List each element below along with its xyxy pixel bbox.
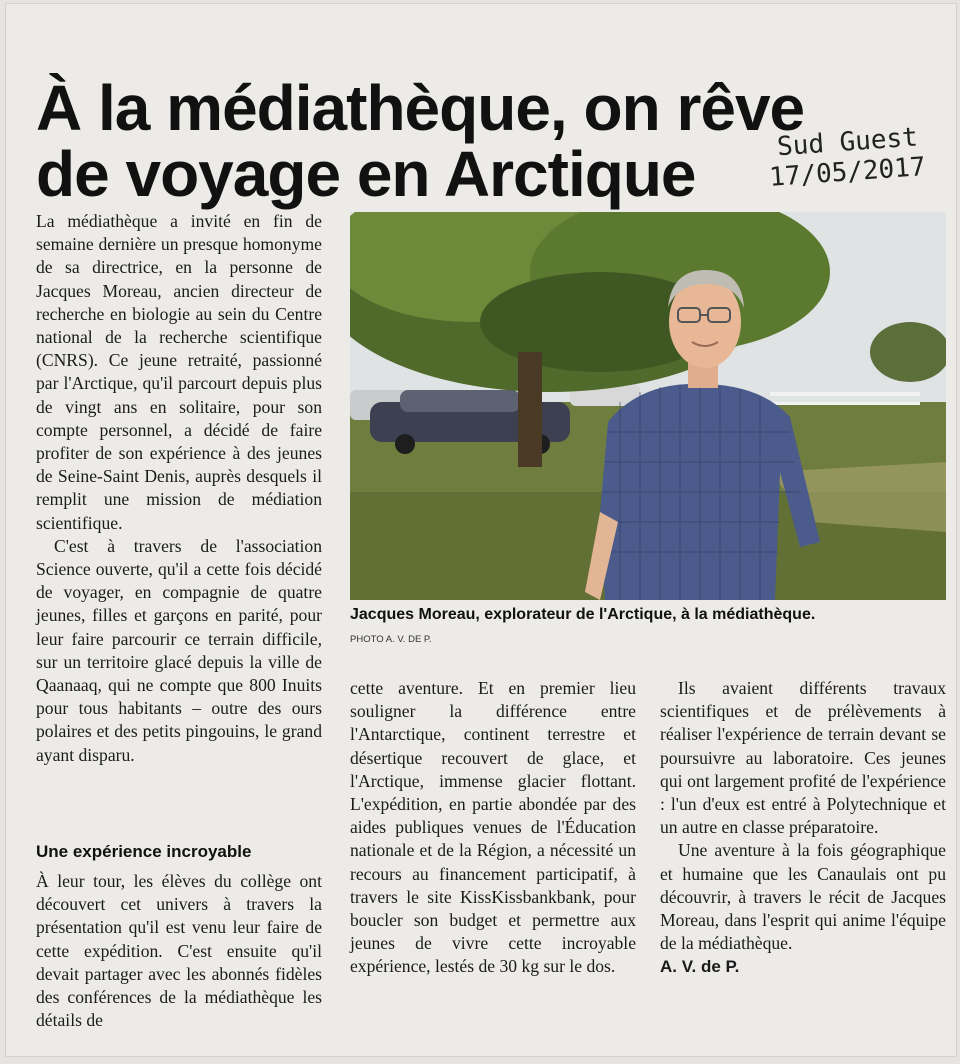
newspaper-clipping <box>6 4 956 1056</box>
paragraph-4: cette aventure. Et en premier lieu souligner la différence entre l'Antarctique, continent terrestre et désertique recouvert de glace, et l'Arctique, immense glacier flottant. L'expédition, en partie abondée par des aides publiques venues de l'Éducation nationale et de la Région, a nécessité un recours au financement participatif, à travers le site KissKissbankbank, pour boucler son budget et permettre aux jeunes de vivre cette incroyable expérience, lestés de 30 kg sur le dos. <box>350 678 636 977</box>
article-signature: A. V. de P. <box>660 957 740 977</box>
article-column-1-continued <box>36 870 322 1032</box>
paragraph-3: À leur tour, les élèves du collège ont découvert cet univers à travers la présentation qu'il est venu leur faire de cette expédition. C'est ensuite qu'il devait partager avec les abonnés fidèles des conférences de la médiathèque les détails de <box>36 871 322 1031</box>
photo-credit: PHOTO A. V. DE P. <box>350 634 432 645</box>
article-column-3 <box>660 677 946 979</box>
handwritten-source: Sud Guest <box>776 122 919 163</box>
article-column-2 <box>350 677 636 979</box>
paragraph-2: C'est à travers de l'association Science ouverte, qu'il a cette fois décidé de voyager, en compagnie de quatre jeunes, filles et garçons en parité, pour leur faire parcourir ce terrain difficile, sur un territoire glacé depuis la ville de Qaanaaq, qui ne compte que 800 Inuits pour tous habitants – outre des ours polaires et des petits pingouins, le grand ayant disparu. <box>36 535 322 765</box>
photo-caption: Jacques Moreau, explorateur de l'Arctique, à la médiathèque. <box>350 606 816 623</box>
paragraph-1: La médiathèque a invité en fin de semaine dernière un presque homonyme de sa directrice, en la personne de Jacques Moreau, ancien directeur de recherche en biologie au sein du Centre national de la recherche scientifique (CNRS). Ce jeune retraité, passionné par l'Arctique, qu'il parcourt depuis plus de vingt ans en solitaire, pour son compte personnel, a décidé de faire profiter de son expérience à des jeunes de Seine-Saint Denis, auprès desquels il remplit une mission de médiation scientifique. <box>36 211 322 533</box>
handwritten-date: 17/05/2017 <box>768 152 927 193</box>
handwritten-note <box>768 120 956 193</box>
photo-illustration <box>350 212 946 600</box>
article-subheading: Une expérience incroyable <box>36 842 252 861</box>
paragraph-6: Une aventure à la fois géographique et humaine que les Canaulais ont pu découvrir, à travers le récit de Jacques Moreau, dans l'esprit qui anime l'équipe de la médiathèque. <box>660 840 946 954</box>
headline-line-2: de voyage en Arctique <box>36 137 696 210</box>
headline-line-1: À la médiathèque, on rêve <box>36 71 805 144</box>
paragraph-5: Ils avaient différents travaux scientifiques et de prélèvements à réaliser l'expérience de terrain devant se poursuivre au laboratoire. Ces jeunes qui ont largement profité de l'expérience : l'un d'eux est entré à Polytechnique et un autre en classe préparatoire. <box>660 678 946 838</box>
article-column-1 <box>36 210 322 767</box>
article-photo <box>350 212 946 600</box>
